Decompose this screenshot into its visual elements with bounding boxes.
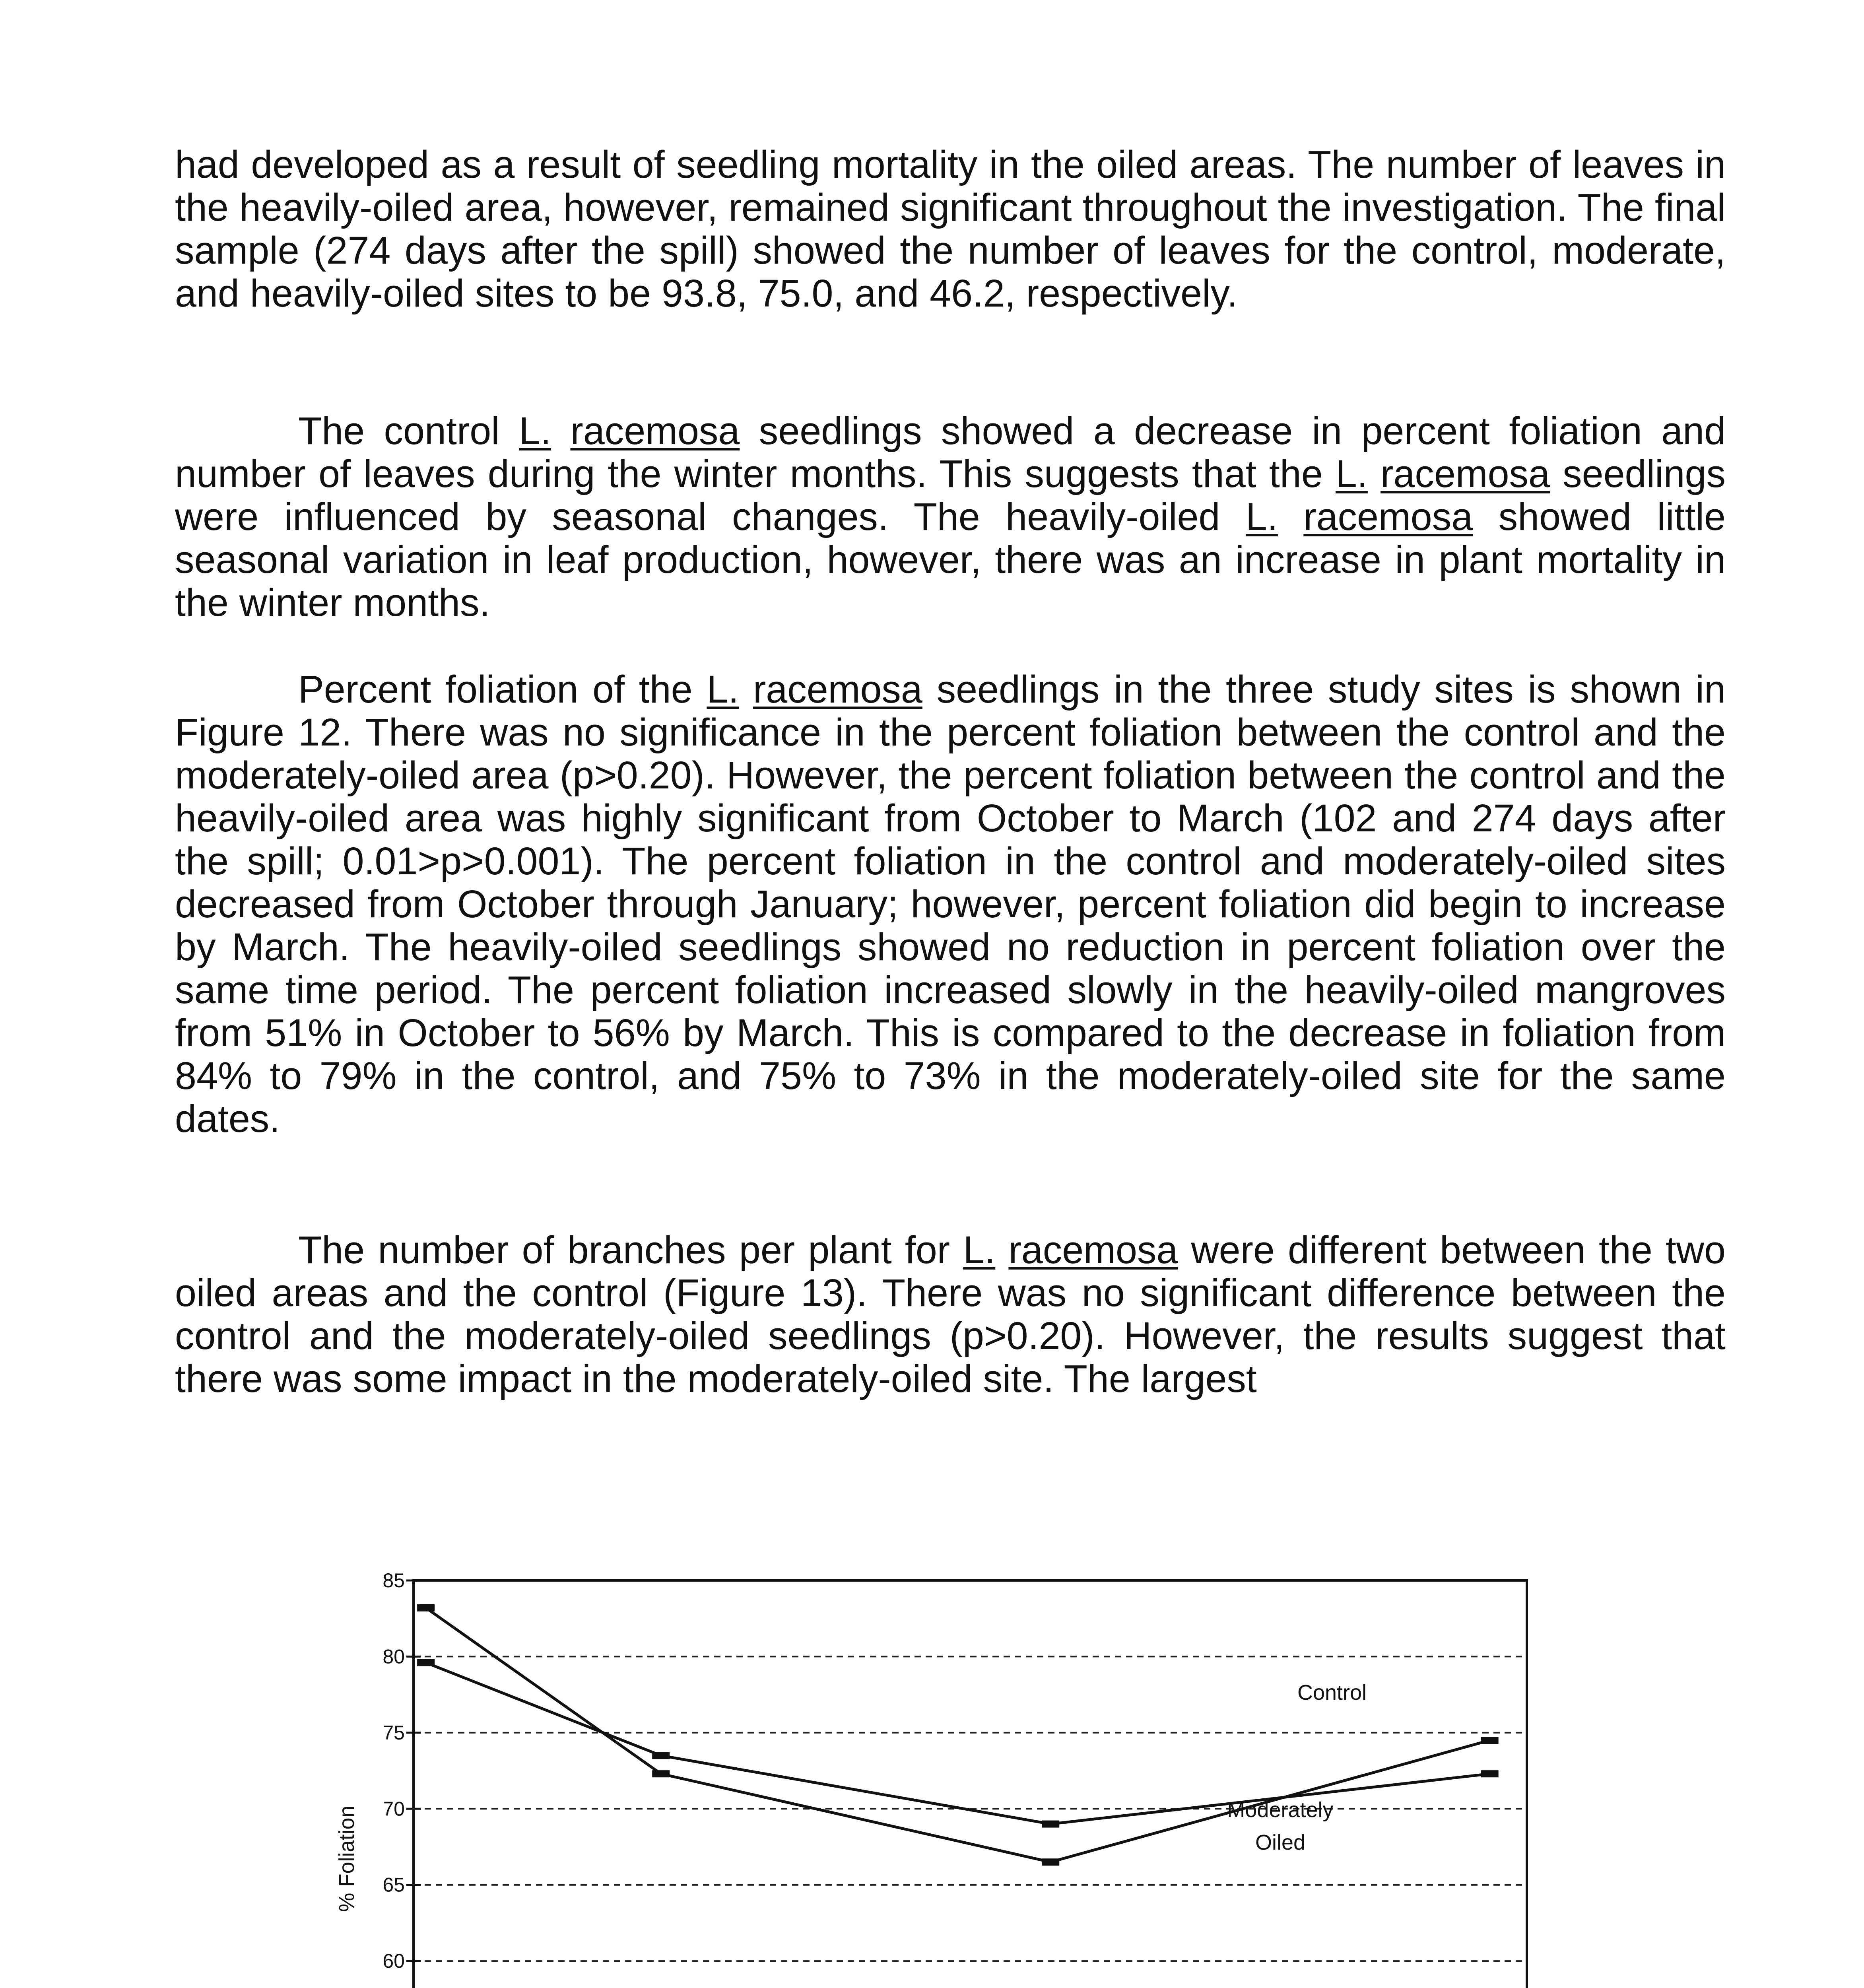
- species-name: racemosa: [1008, 1228, 1178, 1272]
- text-run: seedlings were influenced by seasonal changes. The heavily-oiled: [175, 452, 1726, 538]
- y-tick-label: 85: [383, 1569, 405, 1592]
- data-point: [652, 1752, 670, 1759]
- y-tick-label: 65: [383, 1873, 405, 1896]
- series-label: Oiled: [1255, 1831, 1306, 1854]
- data-point: [652, 1770, 670, 1777]
- series-label: Control: [1297, 1681, 1367, 1705]
- paragraph-3: [175, 668, 1726, 1140]
- data-point: [417, 1659, 435, 1666]
- data-point: [1481, 1770, 1499, 1777]
- text-run: seedlings in the three study sites is shown in Figure 12. There was no significance in the percent foliation between the control and the moderately-oiled area (p>0.20). However, the percent foliation between the control and the heavily-oiled area was highly significant from October to March (102 and 274 days after the spill; 0.01>p>0.001). The percent foliation in the control and moderately-oiled sites decreased from October through January; however, percent foliation did begin to increase by March. The heavily-oiled seedlings showed no reduction in percent foliation over the same time period. The percent foliation increased slowly in the heavily-oiled mangroves from 51% in October to 56% by March. This is compared to the decrease in foliation from 84% to 79% in the control, and 75% to 73% in the moderately-oiled site for the same dates.: [175, 668, 1726, 1140]
- data-point: [1042, 1821, 1059, 1828]
- text-run: were different between the two oiled areas and the control (Figure 13). There was no significant difference between the control and the moderately-oiled seedlings (p>0.20). However, the results suggest that there was some impact in the moderately-oiled site. The largest: [175, 1228, 1726, 1400]
- data-point: [1042, 1858, 1059, 1866]
- species-name: racemosa: [753, 668, 922, 711]
- text-run: The number of branches per plant for: [298, 1228, 963, 1272]
- text-run: The control: [298, 409, 519, 452]
- foliation-chart: [326, 1559, 1559, 1988]
- y-tick-label: 60: [383, 1950, 405, 1972]
- series-line: [426, 1608, 1490, 1862]
- paragraph-1-text: had developed as a result of seedling mortality in the oiled areas. The number of leaves in the heavily-oiled area, however, remained significant throughout the investigation. The final sample (274 days after the spill) showed the number of leaves for the control, moderate, and heavily-oiled sites to be 93.8, 75.0, and 46.2, respectively.: [175, 143, 1726, 315]
- species-name: racemosa: [1381, 452, 1550, 495]
- data-point: [1481, 1737, 1499, 1744]
- genus-abbrev: L.: [1335, 452, 1368, 495]
- text-run: [1368, 452, 1381, 495]
- series-label: Moderately: [1227, 1798, 1334, 1822]
- text-run: [551, 409, 570, 452]
- text-run: [739, 668, 753, 711]
- paragraph-1: [175, 143, 1726, 315]
- y-tick-label: 80: [383, 1645, 405, 1668]
- paragraph-2: [175, 410, 1726, 624]
- genus-abbrev: L.: [1245, 495, 1278, 538]
- plot-frame: [414, 1580, 1527, 1988]
- data-point: [417, 1604, 435, 1611]
- chart-canvas: [326, 1559, 1559, 1988]
- y-tick-label: 70: [383, 1798, 405, 1820]
- species-name: racemosa: [570, 409, 740, 452]
- paragraph-4: [175, 1229, 1726, 1400]
- y-tick-label: 75: [383, 1721, 405, 1744]
- genus-abbrev: L.: [707, 668, 739, 711]
- text-run: Percent foliation of the: [298, 668, 707, 711]
- text-run: seedlings showed a decrease in percent foliation and number of leaves during the winter months. This suggests that the: [175, 409, 1726, 495]
- text-run: [1278, 495, 1304, 538]
- species-name: racemosa: [1303, 495, 1473, 538]
- genus-abbrev: L.: [963, 1228, 996, 1272]
- text-run: showed little seasonal variation in leaf production, however, there was an increase in plant mortality in the winter months.: [175, 495, 1726, 624]
- text-run: [995, 1228, 1008, 1272]
- y-axis-title: % Foliation: [335, 1806, 359, 1912]
- genus-abbrev: L.: [519, 409, 551, 452]
